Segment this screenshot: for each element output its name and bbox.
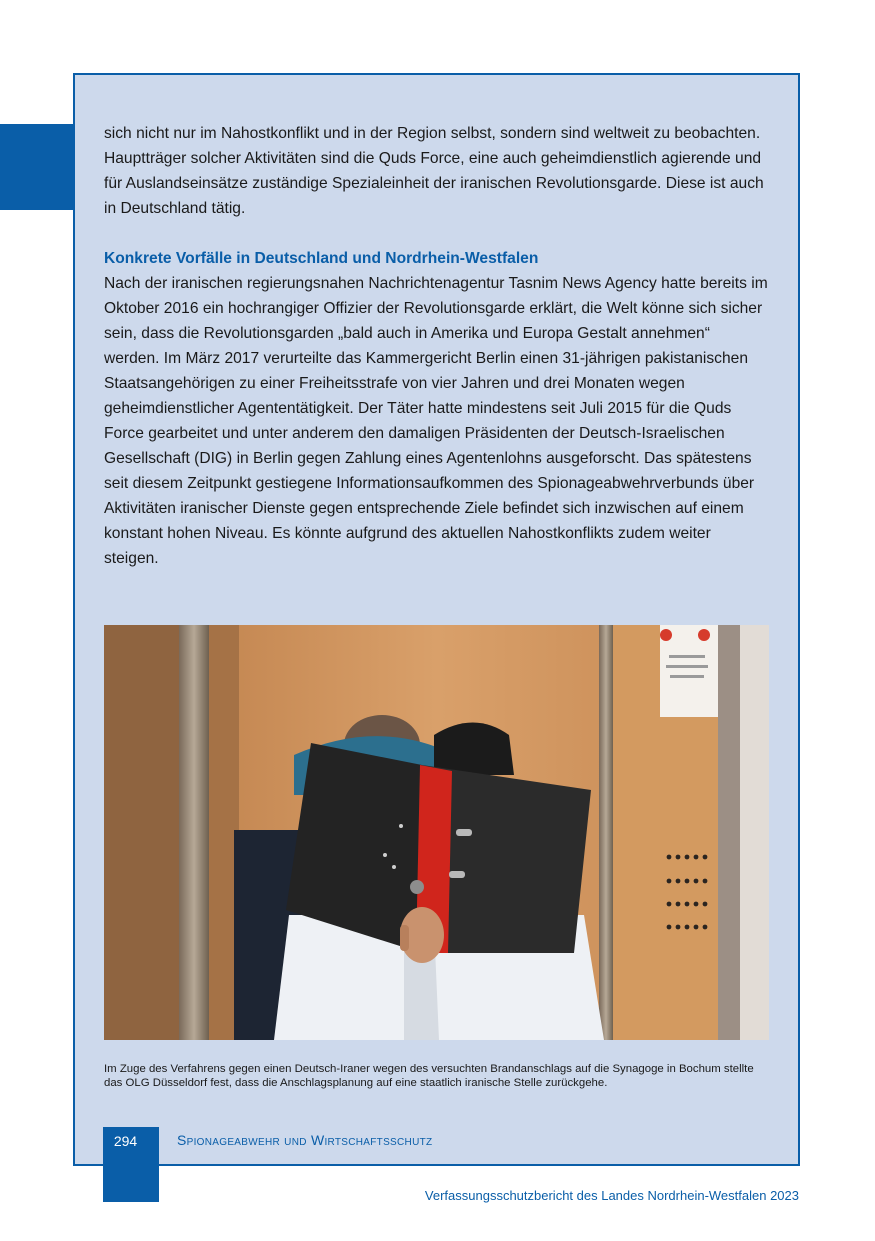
photo-caption: Im Zuge des Verfahrens gegen einen Deutsch-Iraner wegen des versuchten Brandanschlags auf die Synagoge in Bochum stellte das OLG Düsseldorf fest, dass die Anschlagsplanung auf eine staatlich iranische Stelle zurückgehe. [104, 1063, 754, 1089]
side-tab-marker [0, 124, 74, 210]
intro-paragraph: sich nicht nur im Nahostkonflikt und in der Region selbst, sondern sind weltweit zu beobachten. Hauptträger solcher Aktivitäten sind die Quds Force, eine auch geheimdienstlich agierende und für Auslandseinsätze zuständige Spezialeinheit der iranischen Revolutionsgarde. Diese ist auch in Deutschland tätig. [104, 125, 764, 217]
court-photo-illustration [104, 625, 769, 1040]
running-section-title: Spionageabwehr und Wirtschaftsschutz [177, 1132, 433, 1148]
footer-publication-title: Verfassungsschutzbericht des Landes Nordrhein-Westfalen 2023 [424, 1188, 799, 1203]
court-photo [104, 625, 769, 1040]
page-number: 294 [113, 1133, 138, 1149]
section-heading: Konkrete Vorfälle in Deutschland und Nordrhein-Westfalen [104, 250, 539, 267]
main-paragraph: Nach der iranischen regierungsnahen Nachrichtenagentur Tasnim News Agency hatte bereits im Oktober 2016 ein hochrangiger Offizier der Revolutionsgarde erklärt, die Welt könne sich sicher sein, dass die Revolutionsgarden „bald auch in Amerika und Europa Gestalt annehmen“ werden. Im März 2017 verurteilte das Kammergericht Berlin einen 31-jährigen pakistanischen Staatsangehörigen zu einer Freiheitsstrafe von vier Jahren und drei Monaten wegen geheimdienstlicher Agententätigkeit. Der Täter hatte mindestens seit Juli 2015 für die Quds Force gearbeitet und unter anderem den damaligen Präsidenten der Deutsch-Israelischen Gesellschaft (DIG) in Berlin gegen Zahlung eines Agentenlohns ausgeforscht. Das spätestens seit diesem Zeitpunkt gestiegene Informationsaufkommen des Spionageabwehrverbunds über Aktivitäten iranischer Dienste gegen entsprechende Ziele befindet sich inzwischen auf einem konstant hohen Niveau. Es könnte aufgrund des aktuellen Nahostkonflikts zudem weiter steigen. [104, 275, 768, 567]
page-number-box [103, 1127, 159, 1202]
